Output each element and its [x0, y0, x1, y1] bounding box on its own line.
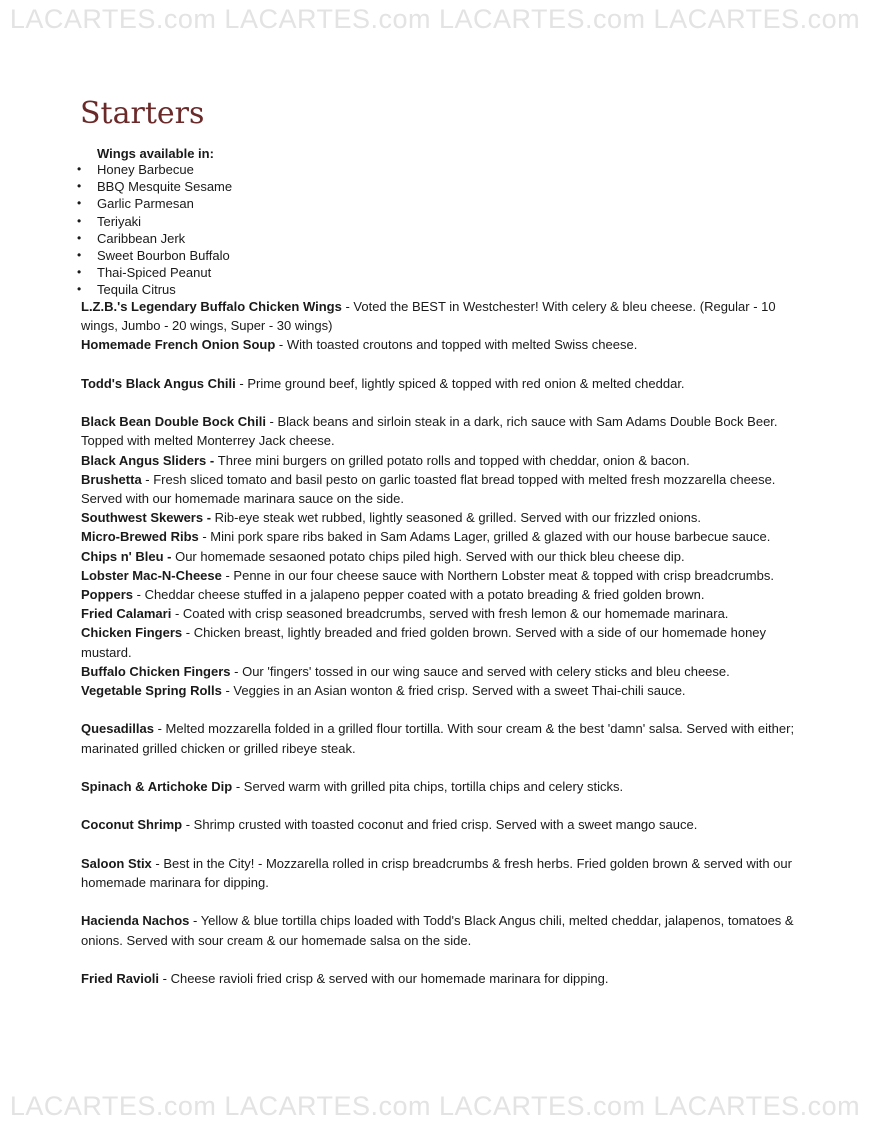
menu-item	[81, 681, 801, 700]
menu-item-description: - Prime ground beef, lightly spiced & topped with red onion & melted cheddar.	[235, 375, 685, 391]
menu-item-list	[81, 297, 801, 988]
flavor-label: Sweet Bourbon Buffalo	[97, 247, 230, 263]
menu-item-description: Our homemade sesaoned potato chips piled high. Served with our thick bleu cheese dip.	[175, 548, 685, 564]
menu-item	[81, 451, 801, 470]
menu-item-name: Black Angus Sliders -	[81, 452, 218, 468]
menu-item-description: - Served warm with grilled pita chips, tortilla chips and celery sticks.	[232, 779, 624, 795]
menu-item	[81, 585, 801, 604]
menu-item-description: - Shrimp crusted with toasted coconut and fried crisp. Served with a sweet mango sauce.	[182, 817, 698, 833]
menu-item	[81, 911, 801, 949]
menu-item-description: - Black beans and sirloin steak in a dark, rich sauce with Sam Adams Double Bock Beer. Topped with melted Monterrey Jack cheese.	[81, 414, 778, 449]
menu-item	[81, 719, 801, 757]
menu-item	[81, 374, 801, 393]
menu-item-description: - Coated with crisp seasoned breadcrumbs, served with fresh lemon & our homemade marinara.	[171, 606, 729, 622]
menu-item	[81, 335, 801, 354]
menu-item-name: Homemade French Onion Soup	[81, 337, 276, 353]
menu-item-name: Quesadillas	[81, 721, 154, 737]
bullet-icon: •	[77, 162, 82, 176]
flavor-label: BBQ Mesquite Sesame	[97, 179, 233, 195]
menu-item	[81, 566, 801, 585]
menu-item-name: Vegetable Spring Rolls	[81, 683, 222, 699]
menu-item-description: - Best in the City! - Mozzarella rolled in crisp breadcrumbs & fresh herbs. Fried golden brown & served with our homemade marinara for dipping.	[81, 855, 792, 890]
bullet-icon: •	[77, 230, 82, 245]
menu-item-name: Todd's Black Angus Chili	[81, 375, 236, 391]
menu-item-name: Saloon Stix	[81, 855, 152, 871]
menu-item-description: Rib-eye steak wet rubbed, lightly seasoned & grilled. Served with our frizzled onions.	[214, 510, 701, 526]
menu-item-description: - With toasted croutons and topped with melted Swiss cheese.	[275, 337, 638, 353]
menu-item-description: - Cheddar cheese stuffed in a jalapeno pepper coated with a potato breading & fried golden brown.	[133, 587, 705, 603]
menu-item-name: Buffalo Chicken Fingers	[81, 663, 231, 679]
menu-item-name: L.Z.B.'s Legendary Buffalo Chicken Wings	[81, 299, 342, 314]
flavor-label: Garlic Parmesan	[97, 196, 194, 212]
menu-item-description: Three mini burgers on grilled potato rolls and topped with cheddar, onion & bacon.	[217, 452, 690, 468]
bullet-icon: •	[77, 282, 82, 297]
bullet-icon: •	[77, 247, 82, 262]
menu-item-name: Brushetta	[81, 471, 142, 487]
menu-item-name: Southwest Skewers -	[81, 510, 215, 526]
menu-item	[81, 508, 801, 527]
menu-item-description: - Voted the BEST in Westchester! With celery & bleu cheese. (Regular - 10 wings, Jumbo - 20 wings, Super - 30 wings)	[81, 299, 776, 334]
menu-item-name: Micro-Brewed Ribs	[81, 529, 199, 545]
bullet-icon: •	[77, 179, 82, 194]
menu-item-name: Hacienda Nachos	[81, 913, 190, 929]
bullet-icon: •	[77, 265, 82, 280]
menu-item	[81, 662, 801, 681]
menu-item-description: - Penne in our four cheese sauce with Northern Lobster meat & topped with crisp breadcrumbs.	[221, 567, 774, 583]
flavor-label: Caribbean Jerk	[97, 230, 186, 246]
menu-item-description: - Melted mozzarella folded in a grilled flour tortilla. With sour cream & the best 'damn' salsa. Served with either; marinated grilled chicken or grilled ribeye steak.	[81, 721, 795, 756]
menu-item-description: - Our 'fingers' tossed in our wing sauce and served with celery sticks and bleu cheese.	[230, 663, 730, 679]
menu-item-description: - Chicken breast, lightly breaded and fried golden brown. Served with a side of our homemade honey mustard.	[81, 625, 767, 660]
menu-item-name: Fried Calamari	[81, 606, 172, 622]
menu-item	[81, 969, 801, 988]
menu-item	[81, 815, 801, 834]
watermark-bottom: LACARTES.com LACARTES.com LACARTES.com LACARTES.com	[9, 1091, 861, 1121]
menu-item	[81, 547, 801, 566]
menu-item-name: Lobster Mac-N-Cheese	[81, 567, 222, 583]
menu-item-description: - Veggies in an Asian wonton & fried crisp. Served with a sweet Thai-chili sauce.	[221, 683, 686, 699]
menu-item	[81, 297, 801, 335]
watermark-top: LACARTES.com LACARTES.com LACARTES.com LACARTES.com	[9, 4, 861, 34]
menu-item-name: Coconut Shrimp	[81, 817, 183, 833]
menu-item	[81, 527, 801, 546]
menu-item	[81, 470, 801, 508]
flavor-label: Teriyaki	[97, 213, 142, 229]
flavor-label: Honey Barbecue	[97, 162, 194, 177]
menu-item-name: Chips n' Bleu -	[81, 548, 176, 564]
menu-item	[81, 777, 801, 796]
menu-item-name: Black Bean Double Bock Chili	[81, 414, 266, 430]
menu-item-name: Fried Ravioli	[81, 970, 160, 986]
menu-item-description: - Mini pork spare ribs baked in Sam Adams Lager, grilled & glazed with our house barbecue sauce.	[198, 529, 771, 545]
menu-item-description: - Fresh sliced tomato and basil pesto on garlic toasted flat bread topped with melted fresh mozzarella cheese. Served with our homemade marinara sauce on the side.	[81, 471, 776, 506]
menu-item	[81, 604, 801, 623]
bullet-icon: •	[77, 213, 82, 228]
menu-item-name: Poppers	[81, 587, 134, 603]
menu-item	[81, 854, 801, 892]
menu-item	[81, 623, 801, 661]
flavor-label: Tequila Citrus	[97, 282, 176, 298]
bullet-icon: •	[77, 196, 82, 211]
section-title: Starters	[80, 96, 205, 131]
menu-item-description: - Yellow & blue tortilla chips loaded with Todd's Black Angus chili, melted cheddar, jalapenos, tomatoes & onions. Served with sour cream & our homemade salsa on the side.	[81, 913, 794, 948]
menu-item-name: Chicken Fingers	[81, 625, 183, 641]
menu-item-description: - Cheese ravioli fried crisp & served with our homemade marinara for dipping.	[159, 970, 609, 986]
menu-item-name: Spinach & Artichoke Dip	[81, 779, 233, 795]
menu-item	[81, 412, 801, 450]
flavor-label: Thai-Spiced Peanut	[97, 265, 212, 281]
wings-heading: Wings available in:	[97, 146, 214, 161]
